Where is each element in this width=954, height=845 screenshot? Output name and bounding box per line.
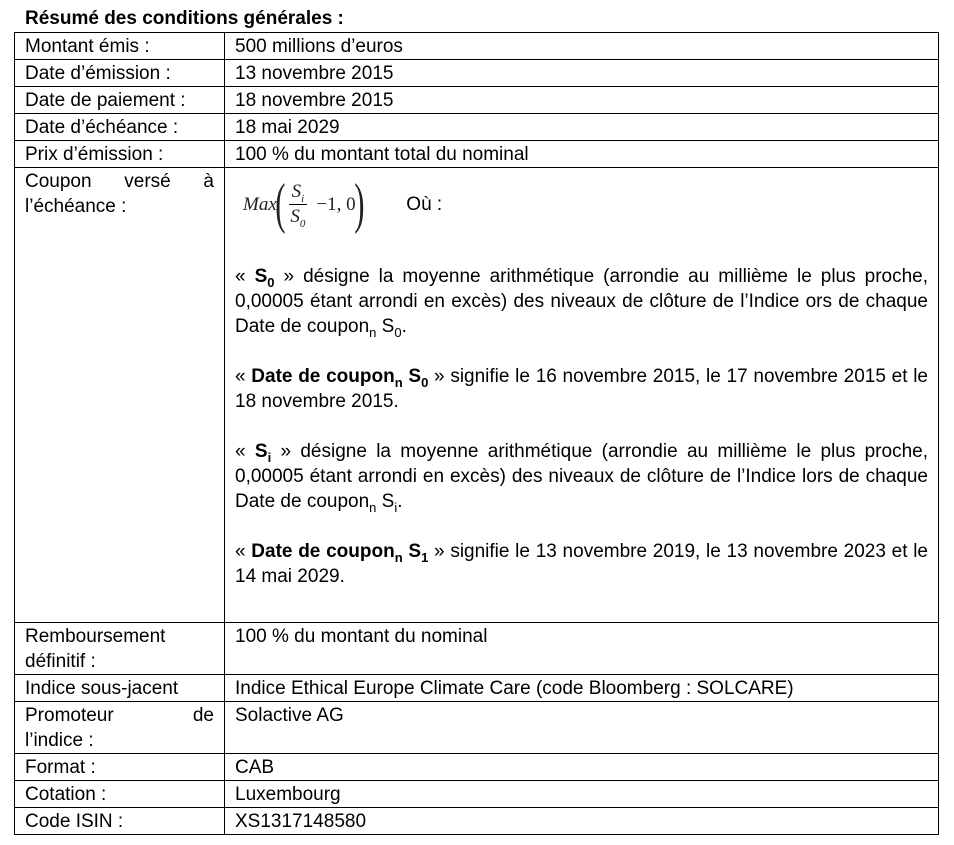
- row-value: 100 % du montant total du nominal: [225, 141, 939, 168]
- formula-denominator: $S_0$: [290, 205, 306, 230]
- table-row: [15, 781, 939, 808]
- table-row: [15, 702, 939, 754]
- table-row: [15, 808, 939, 835]
- row-value: 500 millions d’euros: [225, 33, 939, 60]
- formula-fraction: [287, 180, 308, 229]
- definition-s0: « $S_0$ » désigne la moyenne arithmétique (arrondie au millième le plus proche, 0,00005 étant arrondi en excès) des niveaux de clôture de l’Indice ors de chaque Date de coupon$_n$ $S_0$.: [235, 266, 929, 340]
- remboursement-label-line1: Remboursement: [25, 626, 166, 647]
- row-label: Code ISIN :: [15, 808, 225, 835]
- table-row: [15, 623, 939, 675]
- table-row: [15, 141, 939, 168]
- table-row: [15, 60, 939, 87]
- row-label: Montant émis :: [15, 33, 225, 60]
- row-label: Cotation :: [15, 781, 225, 808]
- coupon-formula: [243, 173, 365, 235]
- row-label: [15, 168, 225, 623]
- remboursement-label-line2: définitif :: [25, 651, 96, 672]
- ou-label: Où :: [406, 193, 443, 215]
- table-row: [15, 87, 939, 114]
- row-value: CAB: [225, 754, 939, 781]
- row-value: 100 % du montant du nominal: [225, 623, 939, 675]
- definition-date-coupon-s0: « Date de coupon$_n$ $S_0$ » signifie le 16 novembre 2015, le 17 novembre 2015 et le 18 novembre 2015.: [235, 366, 928, 412]
- row-label: Indice sous-jacent: [15, 675, 225, 702]
- row-value: 18 novembre 2015: [225, 87, 939, 114]
- terms-table: [14, 32, 939, 835]
- table-row-coupon: [15, 168, 939, 623]
- row-label: Format :: [15, 754, 225, 781]
- formula-row: [235, 169, 928, 239]
- row-label: Prix d’émission :: [15, 141, 225, 168]
- formula-max: Max: [243, 193, 277, 215]
- row-value: 13 novembre 2015: [225, 60, 939, 87]
- row-label: Date d’échéance :: [15, 114, 225, 141]
- row-label: Date d’émission :: [15, 60, 225, 87]
- formula-numerator: $S_i$: [289, 180, 308, 205]
- table-row: [15, 754, 939, 781]
- table-row: [15, 114, 939, 141]
- row-value: 18 mai 2029: [225, 114, 939, 141]
- table-row: [15, 33, 939, 60]
- summary-title: Résumé des conditions générales :: [25, 8, 344, 29]
- row-value: Luxembourg: [225, 781, 939, 808]
- row-value: Solactive AG: [225, 702, 939, 754]
- row-value: XS1317148580: [225, 808, 939, 835]
- table-row: [15, 675, 939, 702]
- coupon-label-line2: l’échéance :: [25, 196, 127, 217]
- formula-right-paren: ): [353, 173, 365, 235]
- row-label: [15, 702, 225, 754]
- definition-si: « $S_i$ » désigne la moyenne arithmétique (arrondie au millième le plus proche, 0,00005 étant arrondi en excès) des niveaux de clôture de l’Indice lors de chaque Date de coupon$_n$ $S_i$.: [235, 441, 928, 515]
- coupon-label-line1: Coupon versé à: [25, 171, 214, 192]
- formula-left-paren: (: [274, 173, 286, 235]
- promoteur-label-line1: Promoteur de: [25, 705, 214, 726]
- row-label: Date de paiement :: [15, 87, 225, 114]
- row-value: Indice Ethical Europe Climate Care (code Bloomberg : SOLCARE): [225, 675, 939, 702]
- promoteur-label-line2: l’indice :: [25, 730, 94, 751]
- row-label: [15, 623, 225, 675]
- formula-rest: −1, 0: [316, 193, 356, 215]
- definition-date-coupon-s1: « Date de coupon$_n$ $S_1$ » signifie le 13 novembre 2019, le 13 novembre 2023 et le 14 mai 2029.: [235, 541, 928, 587]
- coupon-description: [225, 168, 939, 623]
